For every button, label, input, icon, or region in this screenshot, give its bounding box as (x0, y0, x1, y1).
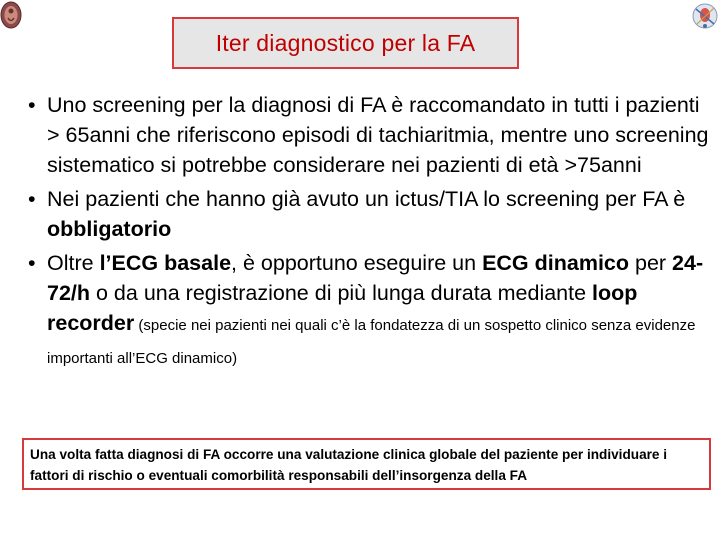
bullet-screening (28, 90, 718, 180)
summary-note-box (22, 438, 711, 490)
bullet-ictus-emphasis: obbligatorio (47, 217, 172, 241)
bullet-ecg-text-3: per (629, 251, 673, 275)
bullet-ecg (28, 248, 718, 374)
page-title-text: Iter diagnostico per la FA (215, 29, 476, 56)
bullet-ecg-bold-1: l’ECG basale (99, 251, 232, 275)
bullet-ecg-text-2: , è opportuno eseguire un (231, 251, 483, 275)
bullet-screening-text: Uno screening per la diagnosi di FA è raccomandato in tutti i pazienti > 65anni che riferiscono episodi di tachiaritmia, mentre uno screening sistematico si potrebbe considerare nei pazienti di età >75anni (47, 93, 709, 177)
bullet-ecg-bold-2: ECG dinamico (482, 251, 630, 275)
bullet-ecg-text-4: o da una registrazione di più lunga durata mediante (90, 281, 593, 305)
bullet-ecg-bold-3: 24-72/h (47, 251, 704, 305)
page-title (172, 17, 519, 69)
bullet-ecg-bold-4: loop recorder (47, 281, 638, 335)
emblem-left-icon (0, 0, 22, 30)
emblem-right-icon (690, 0, 720, 32)
bullet-ictus-text: Nei pazienti che hanno già avuto un ictus/TIA lo screening per FA è (47, 187, 686, 211)
bullet-list (28, 90, 718, 378)
summary-note-text: Una volta fatta diagnosi di FA occorre una valutazione clinica globale del paziente per individuare i fattori di rischio o eventuali comorbilità responsabili dell’insorgenza della FA (30, 447, 668, 483)
bullet-ictus (28, 184, 718, 244)
bullet-ecg-text-1: Oltre (47, 251, 100, 275)
bullet-ecg-note: (specie nei pazienti nei quali c’è la fondatezza di un sospetto clinico senza evidenze importanti all’ECG dinamico) (47, 317, 696, 367)
